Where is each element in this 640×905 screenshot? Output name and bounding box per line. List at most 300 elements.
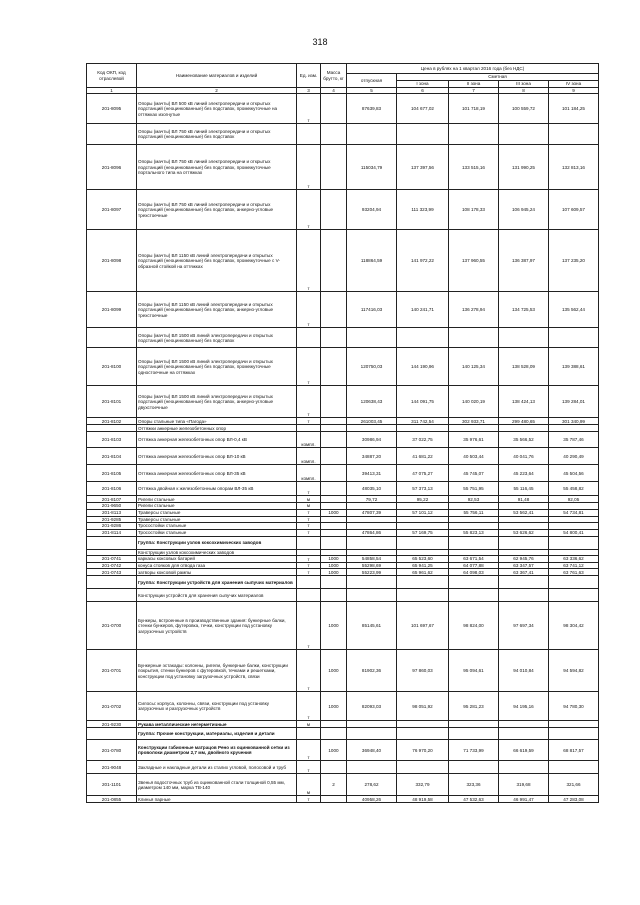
row-unit xyxy=(297,589,321,602)
row-zone3-price: 100 559,72 xyxy=(499,94,549,124)
row-zone2-price: 136 278,94 xyxy=(449,292,499,328)
row-zone1-price xyxy=(397,124,449,145)
row-zone3-price xyxy=(499,589,549,602)
row-unit: т xyxy=(297,692,321,721)
row-code: 201-0780 xyxy=(87,740,137,761)
row-release-price xyxy=(347,728,397,740)
row-zone2-price: 64 098,03 xyxy=(449,569,499,576)
header-zone2: II зона xyxy=(449,81,499,88)
row-name: Тросостойки стальные xyxy=(137,529,297,536)
row-zone4-price: 139 284,01 xyxy=(549,386,599,418)
row-code: 201-9286 xyxy=(87,523,137,529)
row-unit: т xyxy=(297,602,321,650)
row-zone1-price xyxy=(397,576,449,589)
row-mass xyxy=(321,425,347,432)
row-zone4-price xyxy=(549,576,599,589)
row-release-price: 55223,99 xyxy=(347,569,397,576)
row-zone1-price: 137 397,56 xyxy=(397,145,449,190)
row-release-price: 54858,54 xyxy=(347,556,397,563)
row-name: Опоры (мачты) ВЛ 500 кВ линий электропередачи и открытых подстанций (неоцинкованные) без подставок, промежуточные на оттяжках изогнутые xyxy=(137,94,297,124)
row-code xyxy=(87,536,137,549)
table-row xyxy=(87,418,599,425)
table-body xyxy=(87,94,599,803)
row-name: Бункерные эстакады: колонны, ригели, бункерные балки, конструкции покрытия, стенки бункеров с футеровкой, течками и решетками, конструкции под установку загрузочных устройств, связи xyxy=(137,650,297,692)
row-name: Ригели стальные xyxy=(137,503,297,509)
row-zone4-price: 98 304,42 xyxy=(549,602,599,650)
row-release-price xyxy=(347,124,397,145)
table-row xyxy=(87,348,599,386)
row-unit: т xyxy=(297,796,321,803)
row-name: Траверсы стальные xyxy=(137,509,297,516)
row-unit: компл. xyxy=(297,432,321,448)
column-number: 2 xyxy=(137,88,297,94)
row-zone2-price: 47 532,63 xyxy=(449,796,499,803)
table-row xyxy=(87,292,599,328)
row-code: 201-8098 xyxy=(87,230,137,292)
row-unit xyxy=(297,328,321,348)
row-zone3-price xyxy=(499,328,549,348)
row-zone3-price: 55 116,45 xyxy=(499,482,549,496)
row-release-price xyxy=(347,721,397,728)
row-mass: 1000 xyxy=(321,650,347,692)
row-zone4-price: 47 283,08 xyxy=(549,796,599,803)
row-unit xyxy=(297,425,321,432)
row-name: Конструкции узлов коксохимических заводов xyxy=(137,549,297,555)
row-zone1-price xyxy=(397,589,449,602)
row-code xyxy=(87,728,137,740)
row-unit: т xyxy=(297,563,321,569)
column-number: 1 xyxy=(87,88,137,94)
row-name: Опоры (мачты) ВЛ 750 кВ линий электропередачи и открытых подстанций (неоцинкованные) без подставок, анкерно-угловые трехстоечные xyxy=(137,190,297,230)
row-unit: м xyxy=(297,503,321,509)
row-name: Силосы: корпуса, колонны, связи, конструкции под установку загрузочных и разгрузочных устройств xyxy=(137,692,297,721)
row-name: Звенья водосточных труб из оцинкованной стали толщиной 0,55 мм, диаметром 140 мм, марка ТВ-140 xyxy=(137,774,297,796)
row-release-price: 79,72 xyxy=(347,496,397,503)
row-zone4-price: 135 562,44 xyxy=(549,292,599,328)
row-unit xyxy=(297,728,321,740)
table-row xyxy=(87,740,599,761)
table-row xyxy=(87,589,599,602)
row-release-price: 120638,43 xyxy=(347,386,397,418)
table-row xyxy=(87,509,599,516)
row-name: Опоры (мачты) ВЛ 1150 кВ линий электропередачи и открытых подстанций (неоцинкованные) без подставок, промежуточные с V-образной стойкой на оттяжках xyxy=(137,230,297,292)
row-name: Опоры (мачты) ВЛ 750 кВ линий электропередачи и открытых подстанций (неоцинкованные) без подставок xyxy=(137,124,297,145)
header-unit: Ед. изм. xyxy=(297,64,321,88)
row-zone2-price: 302 933,71 xyxy=(449,418,499,425)
row-name: Опоры (мачты) ВЛ 1500 кВ линий электропередачи и открытых подстанций (неоцинкованные) без подставок xyxy=(137,328,297,348)
row-zone1-price: 57 101,12 xyxy=(397,509,449,516)
row-release-price: 39413,31 xyxy=(347,465,397,482)
row-zone4-price: 94 780,30 xyxy=(549,692,599,721)
row-code xyxy=(87,328,137,348)
table-row xyxy=(87,529,599,536)
row-name: Конструкции габионные матрацов Рено из оцинкованной сетки из проволоки диаметром 2,7 мм, двойного кручения xyxy=(137,740,297,761)
row-name: Рукава металлические негерметичные xyxy=(137,721,297,728)
row-zone1-price: 41 681,22 xyxy=(397,448,449,465)
row-name: затворы коксовой рампы xyxy=(137,569,297,576)
table-row xyxy=(87,94,599,124)
row-mass: 2 xyxy=(321,774,347,796)
header-name: Наименование материалов и изделий xyxy=(137,64,297,88)
row-mass xyxy=(321,761,347,774)
row-zone4-price xyxy=(549,761,599,774)
row-zone4-price: 63 761,63 xyxy=(549,569,599,576)
row-release-price: 47807,39 xyxy=(347,509,397,516)
row-mass xyxy=(321,190,347,230)
row-zone3-price: 91,48 xyxy=(499,496,549,503)
table-row xyxy=(87,190,599,230)
row-zone2-price: 137 960,55 xyxy=(449,230,499,292)
table-row xyxy=(87,576,599,589)
table-row xyxy=(87,230,599,292)
row-zone1-price: 311 742,54 xyxy=(397,418,449,425)
table-row xyxy=(87,482,599,496)
table-row xyxy=(87,536,599,549)
row-code: 201-0855 xyxy=(87,796,137,803)
row-mass: 1000 xyxy=(321,602,347,650)
row-zone4-price: 40 290,49 xyxy=(549,448,599,465)
row-zone3-price: 138 528,09 xyxy=(499,348,549,386)
row-unit: м xyxy=(297,774,321,796)
row-code: 201-0701 xyxy=(87,650,137,692)
row-mass: 1000 xyxy=(321,569,347,576)
row-code: 201-8114 xyxy=(87,529,137,536)
row-zone2-price: 35 976,61 xyxy=(449,432,499,448)
row-code xyxy=(87,589,137,602)
row-zone4-price: 107 609,57 xyxy=(549,190,599,230)
row-mass xyxy=(321,328,347,348)
table-row xyxy=(87,465,599,482)
row-unit: т xyxy=(297,569,321,576)
row-zone1-price xyxy=(397,425,449,432)
row-zone1-price: 65 523,60 xyxy=(397,556,449,563)
row-mass xyxy=(321,292,347,328)
row-unit: т xyxy=(297,509,321,516)
row-zone4-price: 54 734,81 xyxy=(549,509,599,516)
row-zone2-price xyxy=(449,536,499,549)
row-zone4-price: 94 594,82 xyxy=(549,650,599,692)
row-name: Оттяжка двойная к железобетонным опорам ВЛ-35 кВ xyxy=(137,482,297,496)
row-code: 201-0742 xyxy=(87,563,137,569)
row-zone3-price xyxy=(499,728,549,740)
table-row xyxy=(87,761,599,774)
row-unit: т xyxy=(297,386,321,418)
row-name: Ригели стальные xyxy=(137,496,297,503)
row-zone3-price: 136 387,97 xyxy=(499,230,549,292)
row-unit: т xyxy=(297,516,321,522)
table-row xyxy=(87,721,599,728)
row-zone3-price: 299 480,65 xyxy=(499,418,549,425)
column-number: 4 xyxy=(321,88,347,94)
table-row xyxy=(87,728,599,740)
row-zone2-price: 95 281,23 xyxy=(449,692,499,721)
row-code: 201-8102 xyxy=(87,418,137,425)
row-mass xyxy=(321,230,347,292)
row-name: Опоры (мачты) ВЛ 1500 кВ линий электропередачи и открытых подстанций (неоцинкованные) без подставок, промежуточные одностоечные на оттяжках xyxy=(137,348,297,386)
column-number: 7 xyxy=(449,88,499,94)
row-zone1-price: 48 919,58 xyxy=(397,796,449,803)
row-mass xyxy=(321,529,347,536)
row-zone3-price: 94 195,16 xyxy=(499,692,549,721)
row-name: Опоры стальные типа «Пагода» xyxy=(137,418,297,425)
row-zone4-price: 63 741,12 xyxy=(549,563,599,569)
row-unit: т xyxy=(297,761,321,774)
row-mass: 1000 xyxy=(321,692,347,721)
header-mass: Масса брутто, кг xyxy=(321,64,347,88)
row-zone1-price: 144 091,75 xyxy=(397,386,449,418)
row-zone4-price xyxy=(549,589,599,602)
row-release-price xyxy=(347,761,397,774)
row-mass xyxy=(321,94,347,124)
table-row xyxy=(87,425,599,432)
row-name: Опоры (мачты) ВЛ 750 кВ линий электропередачи и открытых подстанций (неоцинкованные) без подставок, промежуточные портального типа на оттяжках xyxy=(137,145,297,190)
row-zone4-price: 45 504,56 xyxy=(549,465,599,482)
row-mass xyxy=(321,482,347,496)
row-name: Конструкции устройств для хранения сыпучих материалов xyxy=(137,589,297,602)
row-zone2-price: 323,36 xyxy=(449,774,499,796)
row-zone3-price: 94 010,84 xyxy=(499,650,549,692)
row-mass: 1000 xyxy=(321,740,347,761)
row-unit: м xyxy=(297,496,321,503)
row-zone1-price: 332,79 xyxy=(397,774,449,796)
row-zone4-price xyxy=(549,721,599,728)
row-release-price: 87639,83 xyxy=(347,94,397,124)
row-mass xyxy=(321,418,347,425)
row-zone3-price xyxy=(499,124,549,145)
row-name: каркасы коксовых батарей xyxy=(137,556,297,563)
row-mass xyxy=(321,589,347,602)
row-release-price: 36948,40 xyxy=(347,740,397,761)
row-unit: т xyxy=(297,650,321,692)
row-name: Клинья парные xyxy=(137,796,297,803)
row-zone2-price: 55 756,11 xyxy=(449,509,499,516)
table-row xyxy=(87,602,599,650)
row-code: 201-8095 xyxy=(87,94,137,124)
row-mass xyxy=(321,386,347,418)
row-zone3-price: 45 223,64 xyxy=(499,465,549,482)
row-mass xyxy=(321,496,347,503)
row-zone4-price xyxy=(549,425,599,432)
row-mass xyxy=(321,721,347,728)
row-mass xyxy=(321,448,347,465)
row-code: 201-8104 xyxy=(87,448,137,465)
row-code: 201-9048 xyxy=(87,761,137,774)
row-zone3-price: 35 566,52 xyxy=(499,432,549,448)
row-unit: т xyxy=(297,556,321,563)
row-name: Закладные и накладные детали из сталих угловой, полосовой и труб xyxy=(137,761,297,774)
row-release-price: 115034,79 xyxy=(347,145,397,190)
table-row xyxy=(87,569,599,576)
row-zone2-price: 40 503,44 xyxy=(449,448,499,465)
table-row xyxy=(87,496,599,503)
table-row xyxy=(87,124,599,145)
table-row xyxy=(87,432,599,448)
row-release-price xyxy=(347,328,397,348)
row-zone2-price xyxy=(449,328,499,348)
row-release-price: 40958,26 xyxy=(347,796,397,803)
row-zone3-price: 106 945,24 xyxy=(499,190,549,230)
row-zone1-price: 141 972,22 xyxy=(397,230,449,292)
row-code: 201-1101 xyxy=(87,774,137,796)
page-number: 318 xyxy=(312,37,328,47)
row-code: 201-9650 xyxy=(87,503,137,509)
column-number: 3 xyxy=(297,88,321,94)
row-zone4-price: 63 336,62 xyxy=(549,556,599,563)
row-release-price xyxy=(347,589,397,602)
row-mass xyxy=(321,465,347,482)
row-unit xyxy=(297,124,321,145)
row-release-price: 261003,45 xyxy=(347,418,397,425)
row-zone1-price xyxy=(397,536,449,549)
row-zone2-price xyxy=(449,721,499,728)
row-release-price: 93204,94 xyxy=(347,190,397,230)
row-zone4-price xyxy=(549,328,599,348)
row-code: 201-8105 xyxy=(87,465,137,482)
row-zone2-price xyxy=(449,124,499,145)
row-zone1-price: 57 373,13 xyxy=(397,482,449,496)
table-row xyxy=(87,650,599,692)
row-release-price: 278,62 xyxy=(347,774,397,796)
row-release-price: 117416,03 xyxy=(347,292,397,328)
row-unit: т xyxy=(297,94,321,124)
row-release-price: 30986,94 xyxy=(347,432,397,448)
row-zone1-price: 97 860,03 xyxy=(397,650,449,692)
row-release-price: 55298,69 xyxy=(347,563,397,569)
row-zone1-price xyxy=(397,721,449,728)
row-name: Оттяжка анкерная железобетонных опор ВЛ-0,4 кВ xyxy=(137,432,297,448)
row-name: Группа: Прочие конструкции, материалы, изделия и детали xyxy=(137,728,297,740)
row-zone2-price xyxy=(449,589,499,602)
row-zone3-price xyxy=(499,721,549,728)
row-unit: т xyxy=(297,230,321,292)
row-zone4-price: 35 787,46 xyxy=(549,432,599,448)
row-zone3-price: 138 424,13 xyxy=(499,386,549,418)
header-price-title: Цена в рублях на 1 квартал 2016 года (без НДС) xyxy=(347,64,599,74)
row-zone2-price: 140 125,34 xyxy=(449,348,499,386)
row-zone4-price: 137 235,20 xyxy=(549,230,599,292)
row-code: 201-8101 xyxy=(87,386,137,418)
row-code: 201-0743 xyxy=(87,569,137,576)
row-unit xyxy=(297,536,321,549)
row-mass xyxy=(321,576,347,589)
row-code: 201-8100 xyxy=(87,348,137,386)
row-mass: 1000 xyxy=(321,509,347,516)
row-zone4-price: 92,05 xyxy=(549,496,599,503)
row-mass xyxy=(321,728,347,740)
row-zone3-price: 131 990,25 xyxy=(499,145,549,190)
table-row xyxy=(87,774,599,796)
row-code: 201-8097 xyxy=(87,190,137,230)
row-zone2-price: 55 823,13 xyxy=(449,529,499,536)
row-name: Опоры (мачты) ВЛ 1150 кВ линий электропередачи и открытых подстанций (неоцинкованные) без подставок, анкерно-угловые трехстоечные xyxy=(137,292,297,328)
header-zone4: IV зона xyxy=(549,81,599,88)
row-zone1-price: 65 961,62 xyxy=(397,569,449,576)
row-zone3-price: 46 991,47 xyxy=(499,796,549,803)
row-zone1-price: 76 970,20 xyxy=(397,740,449,761)
row-release-price: 48035,10 xyxy=(347,482,397,496)
row-code: 201-8096 xyxy=(87,145,137,190)
row-mass: 1000 xyxy=(321,556,347,563)
row-zone1-price: 95,22 xyxy=(397,496,449,503)
row-unit: т xyxy=(297,418,321,425)
row-release-price xyxy=(347,536,397,549)
row-mass xyxy=(321,432,347,448)
row-zone3-price: 134 725,53 xyxy=(499,292,549,328)
row-zone2-price: 108 178,33 xyxy=(449,190,499,230)
row-code: 201-8099 xyxy=(87,292,137,328)
column-number: 5 xyxy=(347,88,397,94)
row-code: 201-0741 xyxy=(87,556,137,563)
row-name: Оттяжка анкерная железобетонных опор ВЛ-10 кВ xyxy=(137,448,297,465)
row-code: 201-8103 xyxy=(87,432,137,448)
table-row xyxy=(87,796,599,803)
row-zone4-price xyxy=(549,728,599,740)
row-zone1-price: 47 075,27 xyxy=(397,465,449,482)
row-name: Группа: Конструкции узлов коксохимических заводов xyxy=(137,536,297,549)
row-name: Траверсы стальные xyxy=(137,516,297,522)
row-zone2-price xyxy=(449,761,499,774)
row-mass xyxy=(321,124,347,145)
row-zone1-price xyxy=(397,728,449,740)
row-zone2-price: 55 751,95 xyxy=(449,482,499,496)
row-zone3-price: 40 041,76 xyxy=(499,448,549,465)
row-code xyxy=(87,124,137,145)
row-zone3-price xyxy=(499,761,549,774)
row-release-price xyxy=(347,425,397,432)
row-unit xyxy=(297,576,321,589)
row-unit: т xyxy=(297,292,321,328)
row-unit: компл. xyxy=(297,465,321,482)
column-number: 9 xyxy=(549,88,599,94)
row-zone4-price: 101 184,25 xyxy=(549,94,599,124)
row-code: 201-8106 xyxy=(87,482,137,496)
row-zone3-price xyxy=(499,425,549,432)
row-name: Оттяжки анкерные железобетонных опор xyxy=(137,425,297,432)
row-release-price: 118864,59 xyxy=(347,230,397,292)
row-release-price: 34887,20 xyxy=(347,448,397,465)
row-zone3-price xyxy=(499,576,549,589)
row-mass: 1000 xyxy=(321,563,347,569)
row-zone3-price: 63 367,41 xyxy=(499,569,549,576)
row-zone2-price: 133 515,16 xyxy=(449,145,499,190)
row-zone3-price: 63 347,57 xyxy=(499,563,549,569)
row-unit: т xyxy=(297,348,321,386)
row-name: Тросостойки стальные xyxy=(137,523,297,529)
column-number: 6 xyxy=(397,88,449,94)
row-zone3-price xyxy=(499,536,549,549)
row-zone2-price: 63 671,54 xyxy=(449,556,499,563)
row-zone2-price: 92,53 xyxy=(449,496,499,503)
row-zone3-price: 97 697,34 xyxy=(499,602,549,650)
row-zone2-price: 140 020,19 xyxy=(449,386,499,418)
row-release-price: 120750,03 xyxy=(347,348,397,386)
row-code: 201-0702 xyxy=(87,692,137,721)
row-zone4-price: 321,66 xyxy=(549,774,599,796)
row-zone4-price: 68 817,57 xyxy=(549,740,599,761)
row-zone2-price: 45 745,07 xyxy=(449,465,499,482)
row-zone1-price: 111 323,99 xyxy=(397,190,449,230)
row-zone3-price: 53 562,41 xyxy=(499,509,549,516)
row-zone1-price: 37 022,75 xyxy=(397,432,449,448)
row-zone4-price xyxy=(549,124,599,145)
row-zone1-price: 140 241,71 xyxy=(397,292,449,328)
header-code: Код ОКП, код отраслевой xyxy=(87,64,137,88)
row-release-price xyxy=(347,576,397,589)
row-zone2-price: 98 824,00 xyxy=(449,602,499,650)
row-zone4-price: 301 340,99 xyxy=(549,418,599,425)
row-zone1-price: 104 677,02 xyxy=(397,94,449,124)
row-name: Бункеры, встроенные в производственные здания: бункерные балки, стенки бункеров, футеровка, течки, конструкции под установку загрузочных устройств xyxy=(137,602,297,650)
